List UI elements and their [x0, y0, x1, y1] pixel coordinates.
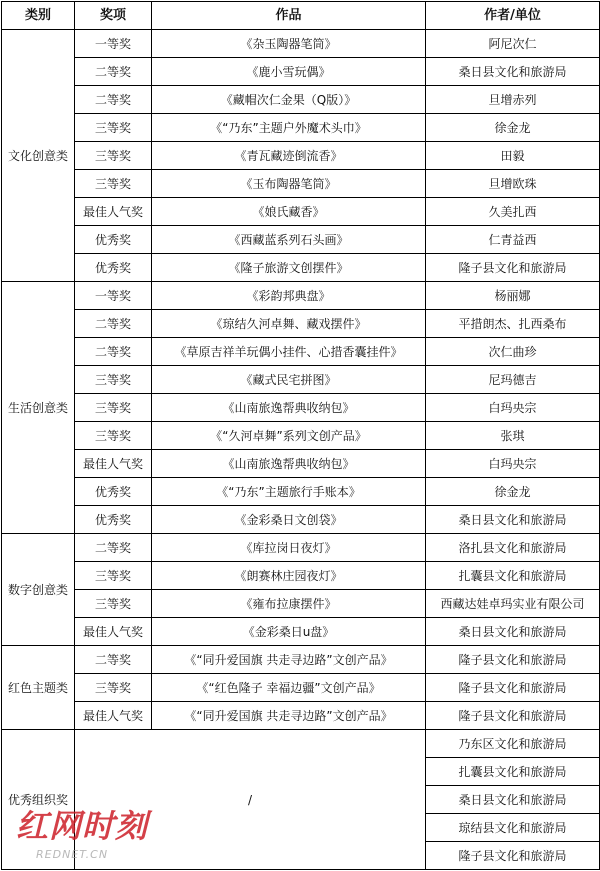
author-cell: 久美扎西 — [426, 198, 600, 226]
work-cell: 《藏帽次仁金果（Q版）》 — [152, 86, 426, 114]
author-cell: 白玛央宗 — [426, 394, 600, 422]
work-cell: 《草原吉祥羊玩偶小挂件、心措香囊挂件》 — [152, 338, 426, 366]
work-cell: 《“久河卓舞”系列文创产品》 — [152, 422, 426, 450]
author-cell: 旦增赤列 — [426, 86, 600, 114]
award-cell: 二等奖 — [75, 534, 152, 562]
table-row — [2, 366, 600, 394]
award-cell: 三等奖 — [75, 366, 152, 394]
table-row — [2, 30, 600, 58]
author-cell: 张琪 — [426, 422, 600, 450]
category-cell: 数字创意类 — [2, 534, 75, 646]
award-cell: 二等奖 — [75, 338, 152, 366]
table-row — [2, 58, 600, 86]
author-cell: 桑日县文化和旅游局 — [426, 786, 600, 814]
author-cell: 仁青益西 — [426, 226, 600, 254]
table-row — [2, 534, 600, 562]
award-cell: 三等奖 — [75, 422, 152, 450]
author-cell: 隆子县文化和旅游局 — [426, 674, 600, 702]
author-cell: 洛扎县文化和旅游局 — [426, 534, 600, 562]
award-cell: 优秀奖 — [75, 226, 152, 254]
work-cell: 《“乃东”主题旅行手账本》 — [152, 478, 426, 506]
author-cell: 桑日县文化和旅游局 — [426, 618, 600, 646]
table-row — [2, 310, 600, 338]
award-cell: 最佳人气奖 — [75, 618, 152, 646]
table-row — [2, 730, 600, 758]
award-cell: 最佳人气奖 — [75, 702, 152, 730]
award-cell: 二等奖 — [75, 86, 152, 114]
work-cell: 《山南旅逸帮典收纳包》 — [152, 394, 426, 422]
award-cell: 最佳人气奖 — [75, 450, 152, 478]
author-cell: 隆子县文化和旅游局 — [426, 646, 600, 674]
table-row — [2, 506, 600, 534]
table-row — [2, 226, 600, 254]
table-row — [2, 86, 600, 114]
watermark-sub: REDNET.CN — [36, 848, 109, 861]
author-cell: 桑日县文化和旅游局 — [426, 506, 600, 534]
table-row — [2, 142, 600, 170]
work-cell: 《鹿小雪玩偶》 — [152, 58, 426, 86]
award-cell: 二等奖 — [75, 646, 152, 674]
work-cell: 《朗赛林庄园夜灯》 — [152, 562, 426, 590]
author-cell: 隆子县文化和旅游局 — [426, 254, 600, 282]
watermark-logo: 红网时刻 — [16, 807, 149, 845]
award-cell: 一等奖 — [75, 30, 152, 58]
author-cell: 桑日县文化和旅游局 — [426, 58, 600, 86]
award-cell: 二等奖 — [75, 58, 152, 86]
table-row — [2, 254, 600, 282]
header-author: 作者/单位 — [426, 2, 600, 30]
award-cell: 最佳人气奖 — [75, 198, 152, 226]
header-award: 奖项 — [75, 2, 152, 30]
table-row — [2, 450, 600, 478]
work-cell: 《“乃东”主题户外魔术头巾》 — [152, 114, 426, 142]
header-category: 类别 — [2, 2, 75, 30]
author-cell: 田毅 — [426, 142, 600, 170]
work-cell: 《雍布拉康摆件》 — [152, 590, 426, 618]
table-row — [2, 702, 600, 730]
award-cell: 三等奖 — [75, 142, 152, 170]
table-row — [2, 646, 600, 674]
work-cell: 《“同升爱国旗 共走寻边路”文创产品》 — [152, 646, 426, 674]
award-cell: 三等奖 — [75, 590, 152, 618]
author-cell: 徐金龙 — [426, 478, 600, 506]
work-cell: 《琼结久河卓舞、藏戏摆件》 — [152, 310, 426, 338]
table-row — [2, 674, 600, 702]
category-cell: 文化创意类 — [2, 30, 75, 282]
author-cell: 旦增欧珠 — [426, 170, 600, 198]
table-row — [2, 282, 600, 310]
table-row — [2, 394, 600, 422]
author-cell: 扎囊县文化和旅游局 — [426, 562, 600, 590]
award-cell: 三等奖 — [75, 170, 152, 198]
work-cell: 《山南旅逸帮典收纳包》 — [152, 450, 426, 478]
award-cell: 一等奖 — [75, 282, 152, 310]
award-cell: 优秀奖 — [75, 506, 152, 534]
placeholder-cell: / — [75, 730, 426, 870]
author-cell: 杨丽娜 — [426, 282, 600, 310]
author-cell: 尼玛德吉 — [426, 366, 600, 394]
author-cell: 白玛央宗 — [426, 450, 600, 478]
work-cell: 《彩韵邦典盘》 — [152, 282, 426, 310]
award-cell: 三等奖 — [75, 114, 152, 142]
award-cell: 二等奖 — [75, 310, 152, 338]
work-cell: 《娘氏藏香》 — [152, 198, 426, 226]
table-row — [2, 422, 600, 450]
author-cell: 隆子县文化和旅游局 — [426, 702, 600, 730]
work-cell: 《杂玉陶器笔筒》 — [152, 30, 426, 58]
work-cell: 《藏式民宅拼图》 — [152, 366, 426, 394]
work-cell: 《“红色隆子 幸福边疆”文创产品》 — [152, 674, 426, 702]
category-cell: 生活创意类 — [2, 282, 75, 534]
work-cell: 《西藏蓝系列石头画》 — [152, 226, 426, 254]
table-row — [2, 198, 600, 226]
work-cell: 《玉布陶器笔筒》 — [152, 170, 426, 198]
author-cell: 西藏达娃卓玛实业有限公司 — [426, 590, 600, 618]
awards-table — [1, 1, 600, 870]
table-row — [2, 618, 600, 646]
work-cell: 《金彩桑日文创袋》 — [152, 506, 426, 534]
category-cell: 优秀组织奖 — [2, 730, 75, 870]
table-row — [2, 170, 600, 198]
work-cell: 《“同升爱国旗 共走寻边路”文创产品》 — [152, 702, 426, 730]
header-work: 作品 — [152, 2, 426, 30]
category-cell: 红色主题类 — [2, 646, 75, 730]
work-cell: 《隆子旅游文创摆件》 — [152, 254, 426, 282]
author-cell: 扎囊县文化和旅游局 — [426, 758, 600, 786]
work-cell: 《库拉岗日夜灯》 — [152, 534, 426, 562]
award-cell: 三等奖 — [75, 674, 152, 702]
author-cell: 次仁曲珍 — [426, 338, 600, 366]
author-cell: 乃东区文化和旅游局 — [426, 730, 600, 758]
author-cell: 平措朗杰、扎西桑布 — [426, 310, 600, 338]
work-cell: 《金彩桑日u盘》 — [152, 618, 426, 646]
author-cell: 琼结县文化和旅游局 — [426, 814, 600, 842]
award-cell: 优秀奖 — [75, 478, 152, 506]
author-cell: 阿尼次仁 — [426, 30, 600, 58]
table-row — [2, 338, 600, 366]
award-cell: 三等奖 — [75, 394, 152, 422]
header-row — [2, 2, 600, 30]
award-cell: 优秀奖 — [75, 254, 152, 282]
table-body — [2, 30, 600, 870]
table-row — [2, 478, 600, 506]
author-cell: 徐金龙 — [426, 114, 600, 142]
table-row — [2, 114, 600, 142]
table-row — [2, 590, 600, 618]
table-row — [2, 562, 600, 590]
author-cell: 隆子县文化和旅游局 — [426, 842, 600, 870]
work-cell: 《青瓦藏迹倒流香》 — [152, 142, 426, 170]
award-cell: 三等奖 — [75, 562, 152, 590]
